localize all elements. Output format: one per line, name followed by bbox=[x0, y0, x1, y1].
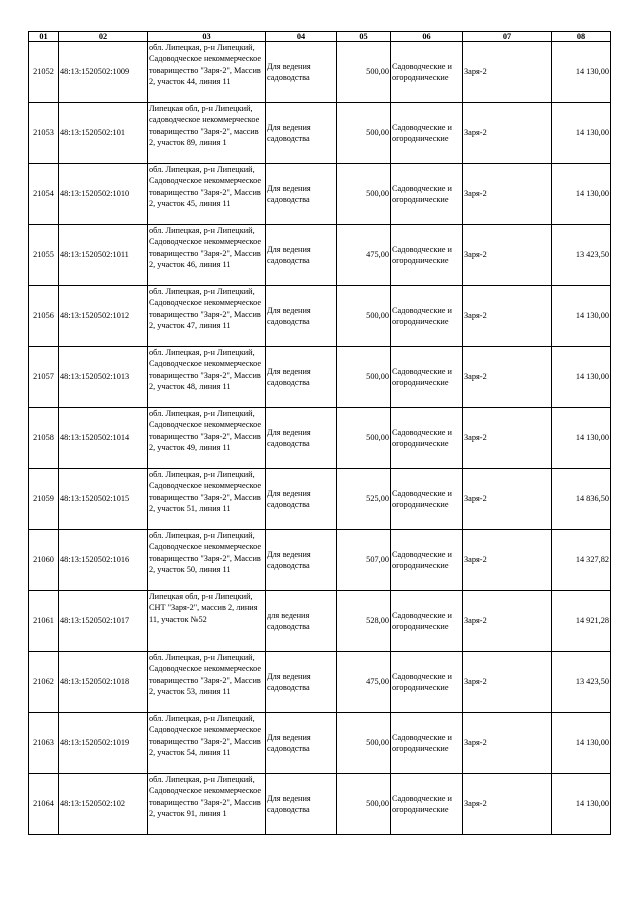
address-text: обл. Липецкая, р-н Липецкий, Садоводческое некоммерческое товарищество "Заря-2", Массив 2, участок 51, линия 11 bbox=[149, 470, 262, 513]
address-cell bbox=[148, 530, 266, 591]
partnership-name-cell: Заря-2 bbox=[463, 469, 552, 530]
row-id-cell: 21054 bbox=[29, 164, 59, 225]
cadastral-value-cell: 14 130,00 bbox=[552, 774, 611, 835]
cadastral-value-cell: 14 130,00 bbox=[552, 408, 611, 469]
address-text: обл. Липецкая, р-н Липецкий, Садоводческое некоммерческое товарищество "Заря-2", Массив 2, участок 47, линия 11 bbox=[149, 287, 262, 330]
cadastral-number-cell: 48:13:1520502:1018 bbox=[59, 652, 148, 713]
address-text: обл. Липецкая, р-н Липецкий, Садоводческое некоммерческое товарищество "Заря-2", Массив 2, участок 91, линия 1 bbox=[149, 775, 262, 818]
partnership-name-cell: Заря-2 bbox=[463, 42, 552, 103]
partnership-name-cell: Заря-2 bbox=[463, 103, 552, 164]
permitted-use-cell: Для ведения садоводства bbox=[266, 652, 337, 713]
cadastral-number-cell: 48:13:1520502:1012 bbox=[59, 286, 148, 347]
cadastral-value-cell: 14 130,00 bbox=[552, 164, 611, 225]
area-cell: 500,00 bbox=[337, 42, 391, 103]
land-category-cell: Садоводческие и огороднические bbox=[391, 286, 463, 347]
column-header-08: 08 bbox=[552, 32, 611, 42]
cadastral-value-cell: 14 130,00 bbox=[552, 42, 611, 103]
cadastral-value-cell: 14 130,00 bbox=[552, 286, 611, 347]
land-category-cell: Садоводческие и огороднические bbox=[391, 103, 463, 164]
area-cell: 500,00 bbox=[337, 286, 391, 347]
address-text: обл. Липецкая, р-н Липецкий, Садоводческое некоммерческое товарищество "Заря-2", Массив 2, участок 48, линия 11 bbox=[149, 348, 262, 391]
row-id-cell: 21057 bbox=[29, 347, 59, 408]
cadastral-value-cell: 14 130,00 bbox=[552, 713, 611, 774]
table-row bbox=[29, 225, 611, 286]
table-row bbox=[29, 408, 611, 469]
row-id-cell: 21061 bbox=[29, 591, 59, 652]
permitted-use-cell: Для ведения садоводства bbox=[266, 347, 337, 408]
cadastral-value-cell: 13 423,50 bbox=[552, 652, 611, 713]
area-cell: 500,00 bbox=[337, 774, 391, 835]
land-category-cell: Садоводческие и огороднические bbox=[391, 530, 463, 591]
area-cell: 475,00 bbox=[337, 225, 391, 286]
address-text: Липецкая обл, р-н Липецкий, садоводческое некоммерческое товарищество "Заря-2", массив 2, участок 89, линия 1 bbox=[149, 104, 260, 147]
area-cell: 500,00 bbox=[337, 713, 391, 774]
cadastral-value-cell: 14 130,00 bbox=[552, 347, 611, 408]
table-row bbox=[29, 530, 611, 591]
table-row bbox=[29, 347, 611, 408]
permitted-use-cell: Для ведения садоводства bbox=[266, 164, 337, 225]
area-cell: 475,00 bbox=[337, 652, 391, 713]
address-cell bbox=[148, 103, 266, 164]
address-cell bbox=[148, 225, 266, 286]
column-header-05: 05 bbox=[337, 32, 391, 42]
cadastral-number-cell: 48:13:1520502:102 bbox=[59, 774, 148, 835]
address-cell bbox=[148, 652, 266, 713]
area-cell: 507,00 bbox=[337, 530, 391, 591]
cadastral-value-cell: 14 130,00 bbox=[552, 103, 611, 164]
land-category-cell: Садоводческие и огороднические bbox=[391, 408, 463, 469]
row-id-cell: 21052 bbox=[29, 42, 59, 103]
table-header-row bbox=[29, 32, 611, 42]
address-text: обл. Липецкая, р-н Липецкий, Садоводческое некоммерческое товарищество "Заря-2", Массив 2, участок 49, линия 11 bbox=[149, 409, 262, 452]
cadastral-value-cell: 14 327,82 bbox=[552, 530, 611, 591]
table-row bbox=[29, 652, 611, 713]
cadastral-number-cell: 48:13:1520502:1011 bbox=[59, 225, 148, 286]
cadastral-value-cell: 14 921,28 bbox=[552, 591, 611, 652]
cadastral-value-cell: 14 836,50 bbox=[552, 469, 611, 530]
table-row bbox=[29, 103, 611, 164]
column-header-02: 02 bbox=[59, 32, 148, 42]
permitted-use-cell: Для ведения садоводства bbox=[266, 286, 337, 347]
address-cell bbox=[148, 286, 266, 347]
partnership-name-cell: Заря-2 bbox=[463, 408, 552, 469]
permitted-use-cell: Для ведения садоводства bbox=[266, 42, 337, 103]
address-cell bbox=[148, 42, 266, 103]
area-cell: 525,00 bbox=[337, 469, 391, 530]
partnership-name-cell: Заря-2 bbox=[463, 652, 552, 713]
partnership-name-cell: Заря-2 bbox=[463, 774, 552, 835]
row-id-cell: 21059 bbox=[29, 469, 59, 530]
partnership-name-cell: Заря-2 bbox=[463, 286, 552, 347]
permitted-use-cell: Для ведения садоводства bbox=[266, 774, 337, 835]
area-cell: 500,00 bbox=[337, 347, 391, 408]
permitted-use-cell: Для ведения садоводства bbox=[266, 713, 337, 774]
address-text: обл. Липецкая, р-н Липецкий, Садоводческое некоммерческое товарищество "Заря-2", Массив 2, участок 45, линия 11 bbox=[149, 165, 262, 208]
permitted-use-cell: Для ведения садоводства bbox=[266, 408, 337, 469]
land-plot-table bbox=[28, 31, 611, 835]
table-row bbox=[29, 286, 611, 347]
column-header-01: 01 bbox=[29, 32, 59, 42]
address-cell bbox=[148, 164, 266, 225]
address-cell bbox=[148, 713, 266, 774]
cadastral-number-cell: 48:13:1520502:101 bbox=[59, 103, 148, 164]
land-category-cell: Садоводческие и огороднические bbox=[391, 347, 463, 408]
address-cell bbox=[148, 347, 266, 408]
column-header-06: 06 bbox=[391, 32, 463, 42]
address-text: обл. Липецкая, р-н Липецкий, Садоводческое некоммерческое товарищество "Заря-2", Массив 2, участок 46, линия 11 bbox=[149, 226, 262, 269]
permitted-use-cell: Для ведения садоводства bbox=[266, 530, 337, 591]
permitted-use-cell: Для ведения садоводства bbox=[266, 103, 337, 164]
cadastral-value-cell: 13 423,50 bbox=[552, 225, 611, 286]
cadastral-number-cell: 48:13:1520502:1019 bbox=[59, 713, 148, 774]
area-cell: 528,00 bbox=[337, 591, 391, 652]
row-id-cell: 21060 bbox=[29, 530, 59, 591]
area-cell: 500,00 bbox=[337, 408, 391, 469]
land-category-cell: Садоводческие и огороднические bbox=[391, 652, 463, 713]
column-header-04: 04 bbox=[266, 32, 337, 42]
partnership-name-cell: Заря-2 bbox=[463, 530, 552, 591]
row-id-cell: 21062 bbox=[29, 652, 59, 713]
land-category-cell: Садоводческие и огороднические bbox=[391, 225, 463, 286]
cadastral-number-cell: 48:13:1520502:1010 bbox=[59, 164, 148, 225]
partnership-name-cell: Заря-2 bbox=[463, 591, 552, 652]
row-id-cell: 21064 bbox=[29, 774, 59, 835]
address-cell bbox=[148, 591, 266, 652]
column-header-03: 03 bbox=[148, 32, 266, 42]
cadastral-number-cell: 48:13:1520502:1017 bbox=[59, 591, 148, 652]
partnership-name-cell: Заря-2 bbox=[463, 225, 552, 286]
land-category-cell: Садоводческие и огороднические bbox=[391, 42, 463, 103]
address-text: обл. Липецкая, р-н Липецкий, Садоводческое некоммерческое товарищество "Заря-2", Массив 2, участок 53, линия 11 bbox=[149, 653, 262, 696]
cadastral-number-cell: 48:13:1520502:1013 bbox=[59, 347, 148, 408]
land-category-cell: Садоводческие и огороднические bbox=[391, 713, 463, 774]
cadastral-number-cell: 48:13:1520502:1009 bbox=[59, 42, 148, 103]
area-cell: 500,00 bbox=[337, 103, 391, 164]
address-text: обл. Липецкая, р-н Липецкий, Садоводческое некоммерческое товарищество "Заря-2", Массив 2, участок 54, линия 11 bbox=[149, 714, 262, 757]
address-cell bbox=[148, 469, 266, 530]
address-text: обл. Липецкая, р-н Липецкий, Садоводческое некоммерческое товарищество "Заря-2", Массив 2, участок 44, линия 11 bbox=[149, 43, 262, 86]
partnership-name-cell: Заря-2 bbox=[463, 347, 552, 408]
permitted-use-cell: Для ведения садоводства bbox=[266, 469, 337, 530]
row-id-cell: 21056 bbox=[29, 286, 59, 347]
land-category-cell: Садоводческие и огороднические bbox=[391, 469, 463, 530]
partnership-name-cell: Заря-2 bbox=[463, 164, 552, 225]
address-cell bbox=[148, 408, 266, 469]
row-id-cell: 21058 bbox=[29, 408, 59, 469]
permitted-use-cell: для ведения садоводства bbox=[266, 591, 337, 652]
row-id-cell: 21053 bbox=[29, 103, 59, 164]
partnership-name-cell: Заря-2 bbox=[463, 713, 552, 774]
table-row bbox=[29, 469, 611, 530]
row-id-cell: 21055 bbox=[29, 225, 59, 286]
land-category-cell: Садоводческие и огороднические bbox=[391, 591, 463, 652]
land-category-cell: Садоводческие и огороднические bbox=[391, 774, 463, 835]
column-header-07: 07 bbox=[463, 32, 552, 42]
table-row bbox=[29, 164, 611, 225]
cadastral-number-cell: 48:13:1520502:1015 bbox=[59, 469, 148, 530]
area-cell: 500,00 bbox=[337, 164, 391, 225]
cadastral-number-cell: 48:13:1520502:1014 bbox=[59, 408, 148, 469]
table-row bbox=[29, 591, 611, 652]
table-row bbox=[29, 713, 611, 774]
table-row bbox=[29, 774, 611, 835]
address-cell bbox=[148, 774, 266, 835]
land-category-cell: Садоводческие и огороднические bbox=[391, 164, 463, 225]
cadastral-number-cell: 48:13:1520502:1016 bbox=[59, 530, 148, 591]
address-text: Липецкая обл, р-н Липецкий, СНТ "Заря-2", массив 2, линия 11, участок №52 bbox=[149, 592, 258, 624]
address-text: обл. Липецкая, р-н Липецкий, Садоводческое некоммерческое товарищество "Заря-2", Массив 2, участок 50, линия 11 bbox=[149, 531, 262, 574]
row-id-cell: 21063 bbox=[29, 713, 59, 774]
permitted-use-cell: Для ведения садоводства bbox=[266, 225, 337, 286]
table-row bbox=[29, 42, 611, 103]
